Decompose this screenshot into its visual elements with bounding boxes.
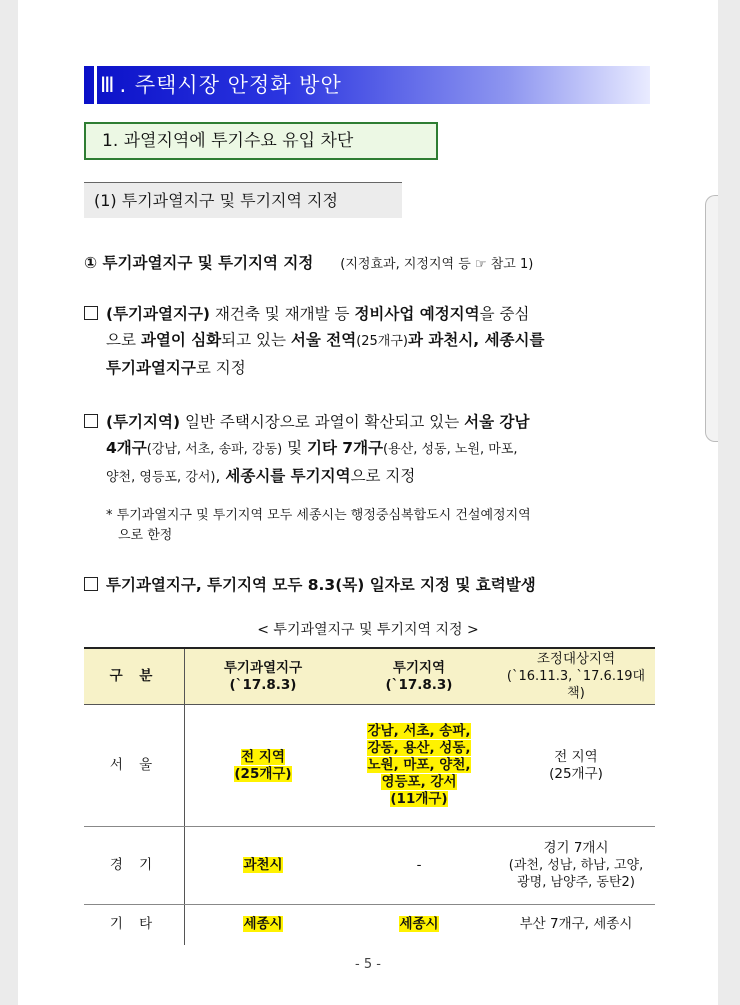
gyeonggi-speculation: - [341,827,497,905]
seoul-speculation: 강남, 서초, 송파, 강동, 용산, 성동, 노원, 마포, 양천, 영등포, 강서 (11개구) [341,705,497,827]
table-row [84,905,655,945]
other-adjustment: 부산 7개구, 세종시 [519,916,633,933]
table-header-row [84,648,655,705]
other-overheated: 세종시 [243,916,283,933]
row-label-seoul: 서 울 [84,705,185,827]
page-number: - 5 - [355,957,381,972]
footnote: * 투기과열지구 및 투기지역 모두 세종시는 행정중심복합도시 건설예정지역 으로 한정 [106,508,531,543]
section-title: . 주택시장 안정화 방안 [119,73,342,97]
item-title: ① 투기과열지구 및 투기지역 지정 [84,254,314,272]
table-row [84,827,655,905]
gyeonggi-adjustment: 경기 7개시 (과천, 성남, 하남, 고양, 광명, 남양주, 동탄2) [497,827,655,905]
designation-table [84,647,655,945]
paragraph-line: 양천, 영등포, 강서), 세종시를 투기지역으로 지정 [106,467,416,485]
bullet-overheated-district [84,301,544,381]
bullet-box-icon [84,414,98,428]
section-banner [84,66,650,104]
bullet-box-icon [84,306,98,320]
subsubsection-heading: (1) 투기과열지구 및 투기지역 지정 [84,182,402,218]
paragraph-line: 투기과열지구로 지정 [106,359,246,377]
bullet-effective-date: 투기과열지구, 투기지역 모두 8.3(목) 일자로 지정 및 효력발생 [84,572,536,598]
item-reference-note: (지정효과, 지정지역 등 ☞ 참고 1) [340,257,534,272]
header-overheated: 투기과열지구 (`17.8.3) [185,648,342,705]
row-label-gyeonggi: 경 기 [84,827,185,905]
paragraph-line: 4개구(강남, 서초, 송파, 강동) 및 기타 7개구(용산, 성동, 노원, 마포, [106,439,518,457]
gyeonggi-overheated: 과천시 [185,827,342,905]
scroll-handle[interactable] [705,195,718,442]
table-caption: < 투기과열지구 및 투기지역 지정 > [257,622,479,638]
bullet-speculation-zone [84,409,529,491]
header-speculation: 투기지역 (`17.8.3) [341,648,497,705]
paragraph-line: 으로 과열이 심화되고 있는 서울 전역(25개구)과 과천시, 세종시를 [106,331,545,349]
item-heading [84,250,533,278]
seoul-overheated: 전 지역 (25개구) [185,705,342,827]
document-page [18,0,718,1005]
table-row [84,705,655,827]
header-adjustment: 조정대상지역 (`16.11.3, `17.6.19대책) [497,648,655,705]
paragraph-line: (투기지역) 일반 주택시장으로 과열이 확산되고 있는 서울 강남 [84,409,529,435]
other-speculation: 세종시 [399,916,439,933]
header-label: 구 분 [84,648,185,705]
section-number: Ⅲ [94,66,115,104]
paragraph-line: (투기과열지구) 재건축 및 재개발 등 정비사업 예정지역을 중심 [84,301,544,327]
seoul-adjustment: 전 지역 (25개구) [497,705,655,827]
bullet-box-icon [84,577,98,591]
subsection-heading: 1. 과열지역에 투기수요 유입 차단 [84,122,438,160]
row-label-other: 기 타 [84,905,185,945]
